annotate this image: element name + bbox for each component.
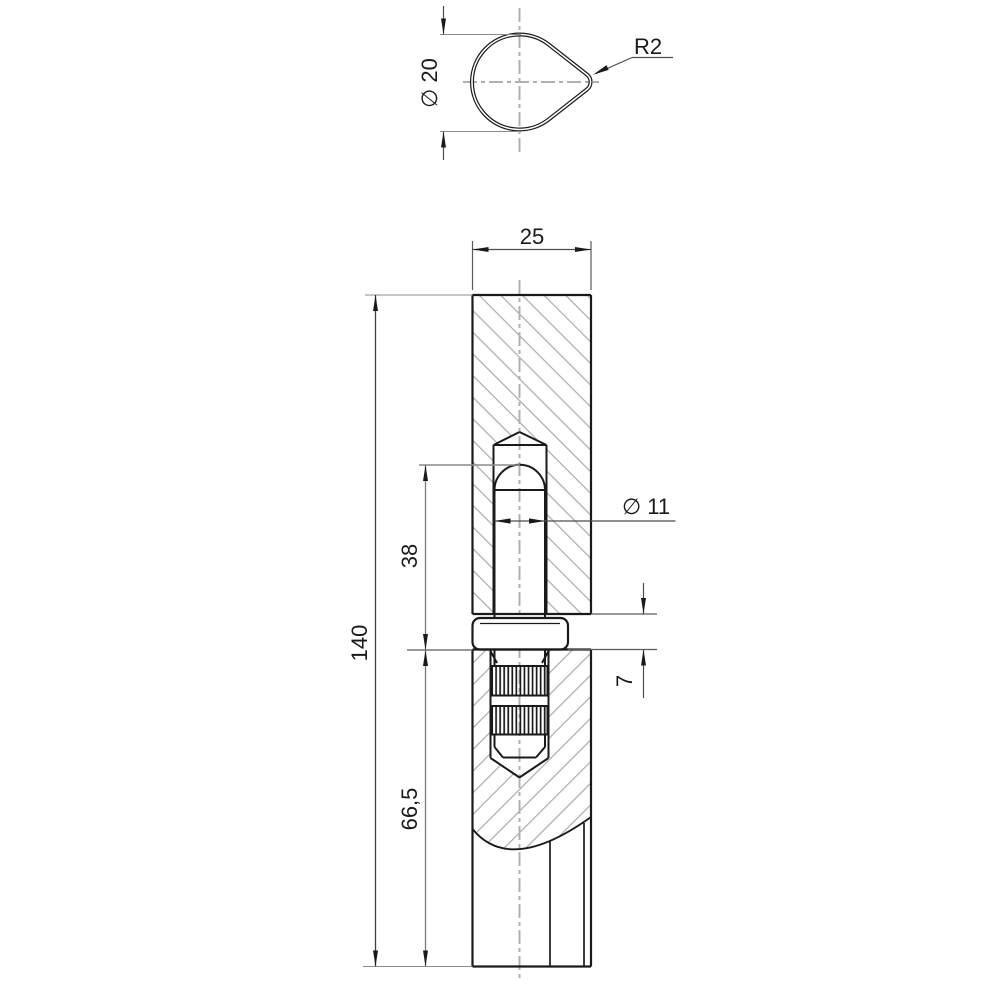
arrowhead xyxy=(423,634,428,650)
dim-width-25 xyxy=(473,224,592,290)
dim-lower-66-5 xyxy=(397,650,428,967)
arrowhead xyxy=(641,598,646,614)
dim-text-diameter-20: ∅ 20 xyxy=(417,58,442,108)
dim-text-38: 38 xyxy=(397,543,422,569)
dim-text-7: 7 xyxy=(612,674,637,688)
front-view xyxy=(347,224,676,980)
arrowhead xyxy=(473,247,489,252)
arrowhead xyxy=(423,465,428,481)
dim-total-140 xyxy=(347,295,473,967)
collar-outline xyxy=(473,618,569,650)
arrowhead xyxy=(441,19,446,35)
leader-r2 xyxy=(593,34,673,75)
arrowhead xyxy=(495,518,511,523)
arrowhead xyxy=(373,295,378,311)
upper-leaf-hatch xyxy=(473,295,592,614)
dim-text-diameter-11: ∅ 11 xyxy=(621,494,671,519)
top-view xyxy=(417,6,673,160)
arrowhead xyxy=(423,650,428,666)
arrowhead xyxy=(641,650,646,666)
arrowhead xyxy=(593,65,609,75)
arrowhead xyxy=(441,132,446,148)
arrowhead xyxy=(423,951,428,967)
arrowhead xyxy=(575,247,591,252)
dim-text-66-5: 66,5 xyxy=(397,787,422,831)
arrowhead xyxy=(529,518,545,523)
arrowhead xyxy=(373,951,378,967)
dim-text-25: 25 xyxy=(519,224,545,249)
dim-text-r2: R2 xyxy=(633,34,663,59)
dim-text-140: 140 xyxy=(347,624,372,662)
